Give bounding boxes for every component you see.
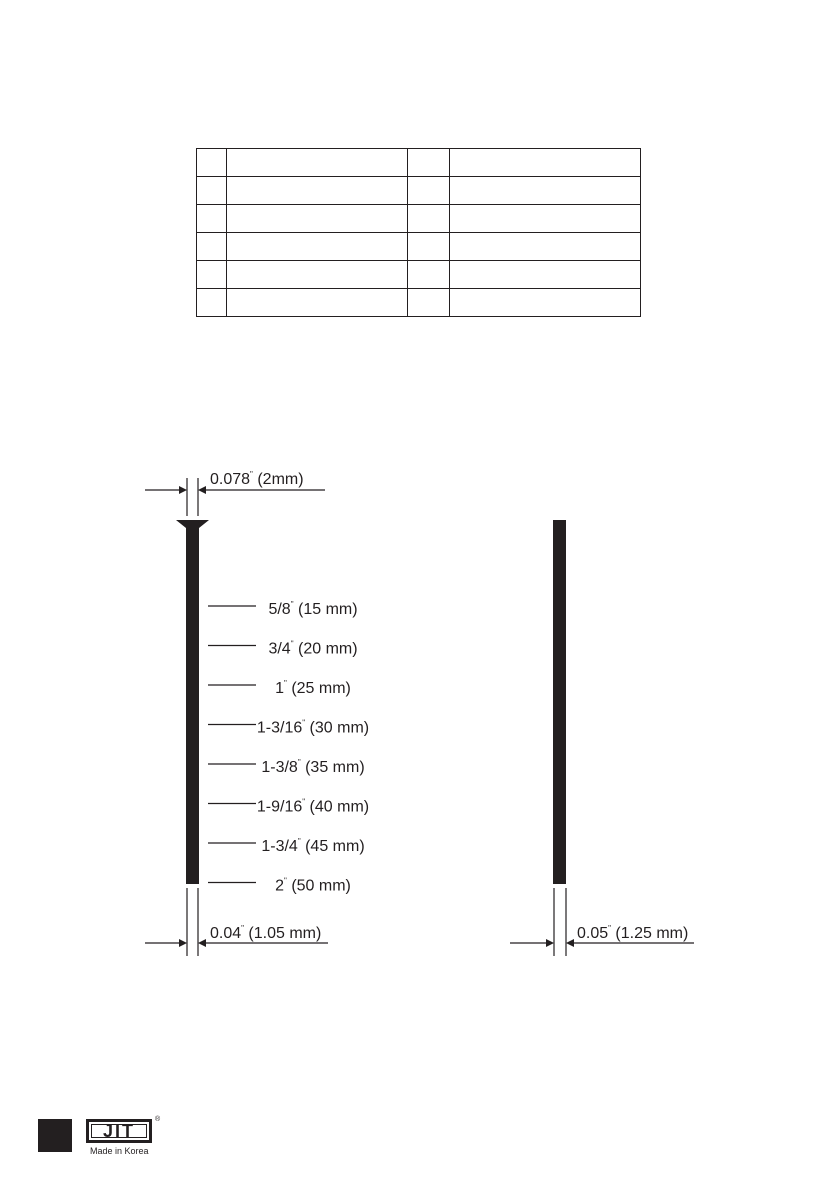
arrow-left-icon (198, 486, 206, 494)
head-width-label: 0.078" (2mm) (210, 470, 304, 488)
left-shank-dimension (145, 888, 328, 956)
arrow-left-icon (198, 939, 206, 947)
length-label: 5/8" (15 mm) (268, 600, 358, 618)
arrow-right-icon (546, 939, 554, 947)
headless-pin-shank (553, 520, 566, 884)
length-label: 1-9/16" (40 mm) (256, 797, 370, 816)
length-label: 1-3/8" (35 mm) (261, 758, 365, 776)
length-label: 3/4" (20 mm) (268, 639, 358, 658)
right-shank-dimension (510, 888, 694, 956)
registered-mark: ® (155, 1116, 161, 1123)
length-label: 1-3/16" (30 mm) (256, 718, 370, 737)
arrow-right-icon (179, 939, 187, 947)
length-labels (257, 600, 369, 895)
length-leader-lines (208, 606, 256, 883)
length-label: 2" (50 mm) (275, 876, 351, 895)
logo-tagline: Made in Korea (90, 1146, 149, 1156)
arrow-right-icon (179, 486, 187, 494)
length-label: 1-3/4" (45 mm) (261, 837, 365, 855)
logo-wordmark (86, 1119, 152, 1143)
page-number-block (38, 1119, 72, 1152)
arrow-left-icon (566, 939, 574, 947)
jit-logo (84, 1116, 164, 1158)
logo-text: JIT (102, 1120, 135, 1141)
right-shank-label: 0.05" (1.25 mm) (577, 924, 689, 942)
brad-nail-shank (186, 524, 199, 884)
left-shank-label: 0.04" (1.05 mm) (210, 924, 322, 942)
length-label: 1" (25 mm) (275, 679, 351, 697)
